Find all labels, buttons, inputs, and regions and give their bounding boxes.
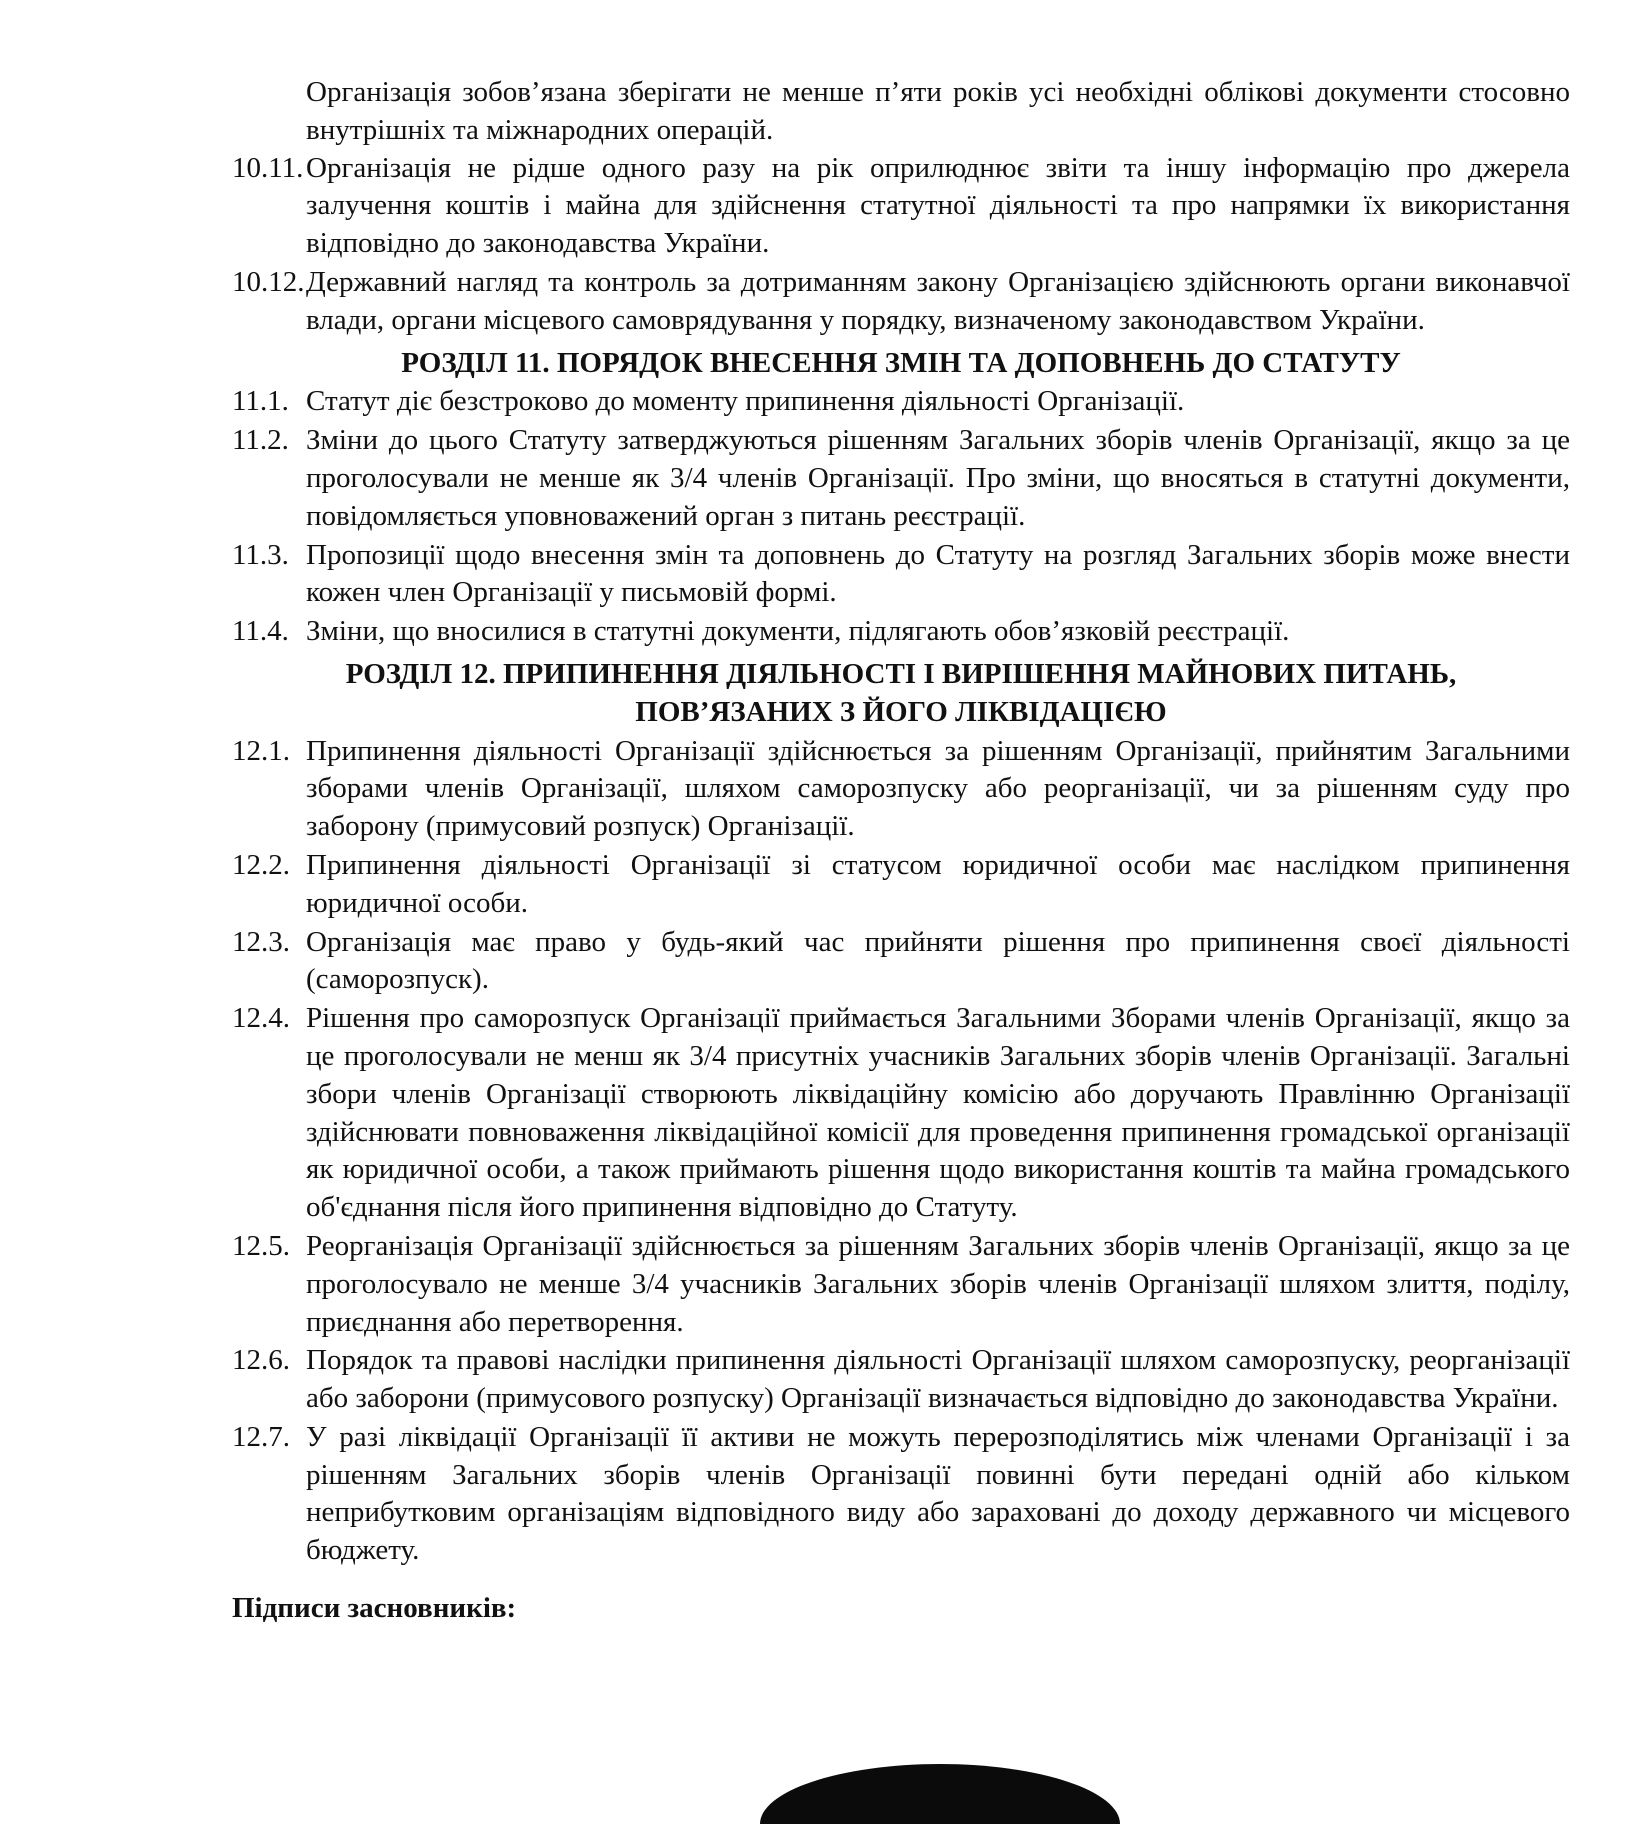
clause-text: Зміни, що вносилися в статутні документи, підлягають обов’язковій реєстрації. bbox=[306, 615, 1290, 648]
clause-number: 12.2. bbox=[232, 848, 290, 881]
clause-number: 10.12. bbox=[232, 265, 305, 298]
section-12-heading bbox=[232, 656, 1570, 732]
section-12-title-line1: РОЗДІЛ 12. ПРИПИНЕННЯ ДІЯЛЬНОСТІ І ВИРІШЕННЯ МАЙНОВИХ ПИТАНЬ, bbox=[345, 657, 1457, 690]
clause-12-2 bbox=[232, 847, 1570, 923]
clause-text: Статут діє безстроково до моменту припинення діяльності Організації. bbox=[306, 385, 1185, 418]
clause-number: 11.2. bbox=[232, 424, 289, 457]
clause-11-4 bbox=[232, 613, 1570, 651]
clause-11-2 bbox=[232, 422, 1570, 535]
clause-number: 11.3. bbox=[232, 538, 289, 571]
clause-text: Організація не рідше одного разу на рік оприлюднює звіти та іншу інформацію про джерела залучення коштів і майна для здійснення статутної діяльності та про напрямки їх використання відповідно до законодавства України. bbox=[306, 151, 1570, 260]
clause-12-1 bbox=[232, 733, 1570, 846]
clause-11-3 bbox=[232, 537, 1570, 613]
document-body bbox=[232, 74, 1570, 1628]
clause-12-7 bbox=[232, 1419, 1570, 1570]
clause-text: Зміни до цього Статуту затверджуються рішенням Загальних зборів членів Організації, якщо за це проголосували не менше як 3/4 членів Організації. Про зміни, що вносяться в статутні документи, повідомляється уповноважений орган з питань реєстрації. bbox=[306, 424, 1570, 532]
clause-12-4 bbox=[232, 1000, 1570, 1227]
continuation-paragraph: Організація зобов’язана зберігати не менше п’яти років усі необхідні облікові документи стосовно внутрішніх та міжнародних операцій. bbox=[306, 76, 1570, 146]
section-12-title-line2: ПОВ’ЯЗАНИХ З ЙОГО ЛІКВІДАЦІЄЮ bbox=[635, 695, 1167, 728]
clause-11-1 bbox=[232, 383, 1570, 421]
clause-number: 10.11. bbox=[232, 151, 304, 184]
clause-text: Організація має право у будь-який час прийняти рішення про припинення своєї діяльності (саморозпуск). bbox=[306, 925, 1570, 996]
section-11-title: РОЗДІЛ 11. ПОРЯДОК ВНЕСЕННЯ ЗМІН ТА ДОПОВНЕНЬ ДО СТАТУТУ bbox=[401, 346, 1401, 379]
clause-text: Рішення про саморозпуск Організації приймається Загальними Зборами членів Організації, якщо за це проголосували не менш як 3/4 присутніх учасників Загальних зборів членів Організації. Загальні збори членів Організації створюють ліквідаційну комісію або доручають Правлінню Організації здійснювати повноваження ліквідаційної комісії для проведення припинення громадської організації як юридичної особи, а також приймають рішення щодо використання коштів та майна громадського об'єднання після його припинення відповідно до Статуту. bbox=[306, 1002, 1570, 1224]
clause-10-11 bbox=[232, 150, 1570, 263]
clause-number: 12.6. bbox=[232, 1344, 290, 1377]
clause-text: Порядок та правові наслідки припинення діяльності Організації шляхом саморозпуску, реорганізації або заборони (примусового розпуску) Організації визначається відповідно до законодавства України. bbox=[306, 1344, 1570, 1415]
clause-text: Державний нагляд та контроль за дотриманням закону Організацією здійснюють органи виконавчої влади, органи місцевого самоврядування у порядку, визначеному законодавством України. bbox=[306, 265, 1570, 336]
clause-text: Припинення діяльності Організації здійснюється за рішенням Організації, прийнятим Загальними зборами членів Організації, шляхом саморозпуску або реорганізації, чи за рішенням суду про заборону (примусовий розпуск) Організації. bbox=[306, 734, 1570, 843]
clause-number: 12.5. bbox=[232, 1229, 290, 1262]
clause-text: Пропозиції щодо внесення змін та доповнень до Статуту на розгляд Загальних зборів може внести кожен член Організації у письмовій формі. bbox=[306, 538, 1570, 609]
clause-text: Припинення діяльності Організації зі статусом юридичної особи має наслідком припинення юридичної особи. bbox=[306, 848, 1570, 919]
clause-number: 12.3. bbox=[232, 925, 290, 958]
clause-number: 11.1. bbox=[232, 385, 289, 418]
clause-12-6 bbox=[232, 1342, 1570, 1418]
clause-12-5 bbox=[232, 1228, 1570, 1341]
clause-number: 12.1. bbox=[232, 734, 290, 767]
signatures-title: Підписи засновників: bbox=[232, 1592, 517, 1625]
clause-10-12 bbox=[232, 264, 1570, 340]
signature-mark bbox=[760, 1764, 1120, 1824]
clause-number: 12.7. bbox=[232, 1420, 290, 1453]
section-11-heading bbox=[232, 345, 1570, 383]
clause-number: 12.4. bbox=[232, 1002, 290, 1035]
clause-12-3 bbox=[232, 924, 1570, 1000]
clause-number: 11.4. bbox=[232, 615, 289, 648]
clause-text: У разі ліквідації Організації її активи не можуть перерозподілятись між членами Організації і за рішенням Загальних зборів членів Організації повинні бути передані одній або кільком неприбутковим організаціям відповідного виду або зараховані до доходу державного чи місцевого бюджету. bbox=[306, 1420, 1570, 1567]
clause-text: Реорганізація Організації здійснюється за рішенням Загальних зборів членів Організації, якщо за це проголосувало не менше 3/4 учасників Загальних зборів членів Організації шляхом злиття, поділу, приєднання або перетворення. bbox=[306, 1229, 1570, 1338]
